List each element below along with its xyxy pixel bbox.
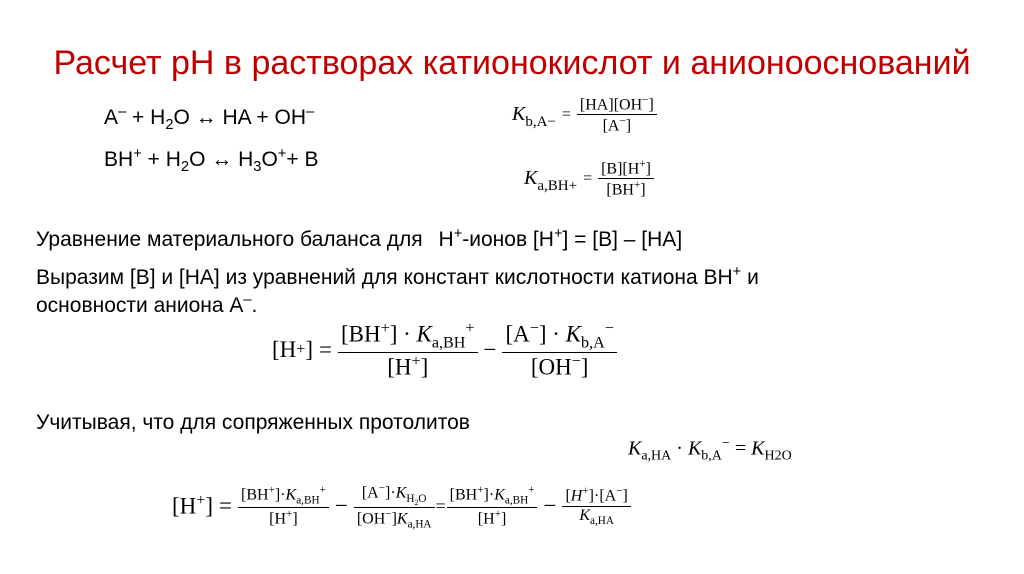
term: ]·[A (588, 487, 617, 505)
numerator (598, 158, 654, 178)
subscript: 2 (180, 159, 190, 176)
term: [A (505, 321, 530, 347)
charge: – (118, 104, 127, 120)
term: ] (205, 493, 214, 519)
kb-constant-formula (512, 94, 657, 136)
balance-line (36, 226, 682, 252)
subscript: a,BH (431, 334, 466, 352)
charge: + (528, 484, 535, 497)
term: [BH (449, 486, 478, 504)
term: [A (602, 117, 620, 135)
charge: + (494, 507, 501, 520)
numerator (502, 320, 616, 352)
k-symbol: K (751, 437, 765, 460)
charge: + (633, 179, 641, 192)
reaction-term: H (150, 106, 166, 129)
term: [OH (530, 354, 572, 380)
equals-sign: = (561, 105, 571, 123)
subscript: a,BH (504, 494, 529, 507)
reaction-term: H (238, 148, 254, 171)
minus-sign: − (334, 493, 348, 519)
term: [H (477, 510, 495, 528)
numerator (577, 94, 657, 114)
reaction-term: O (173, 106, 190, 129)
reaction-cation-hydrolysis (104, 146, 318, 175)
subscript: b,A (581, 334, 605, 352)
term: ] (640, 181, 646, 199)
term: [HA][OH (579, 96, 643, 114)
term: ] (391, 510, 397, 528)
charge: − (385, 507, 392, 520)
term: [H (269, 510, 287, 528)
term: ] (305, 337, 314, 363)
equals-sign: = (583, 169, 593, 187)
charge: − (616, 485, 623, 498)
k-symbol: K (565, 321, 582, 347)
minus-sign: − (483, 337, 497, 363)
reaction-term: B (304, 148, 319, 171)
charge: + (296, 341, 306, 359)
subscript: 2 (165, 117, 174, 134)
reaction-term: A (104, 106, 119, 129)
conjugate-relation (628, 436, 792, 465)
ka-constant-formula (524, 158, 654, 200)
fraction-2 (502, 320, 616, 381)
equilibrium-arrow-icon: ↔ (211, 148, 233, 171)
term: ]· (274, 486, 286, 504)
reaction-anion-hydrolysis (104, 104, 314, 133)
denominator (600, 115, 635, 135)
subscript: b,A (701, 448, 722, 464)
charge: + (380, 320, 390, 337)
denominator (603, 179, 648, 199)
balance-term: H (438, 228, 454, 251)
fraction-1 (238, 484, 329, 528)
charge: + (639, 158, 646, 170)
reaction-term: BH (104, 148, 134, 171)
term: O (418, 492, 427, 505)
subscript: a,HA (407, 518, 432, 531)
final-equation (172, 482, 631, 530)
subscript: a,BH+ (537, 178, 578, 195)
reaction-term: H (165, 148, 181, 171)
numerator (238, 484, 329, 507)
charge: + (453, 226, 463, 242)
charge: − (604, 320, 614, 337)
minus-sign: − (543, 493, 557, 519)
equals-sign: = (435, 495, 446, 516)
term: [ (565, 487, 571, 505)
term: [B][H (601, 160, 640, 178)
charge: + (582, 485, 589, 498)
page-title: Расчет рН в растворах катионокислот и анионооснований (53, 44, 971, 82)
reaction-term: HA (222, 106, 251, 129)
balance-term: -ионов [H (462, 228, 554, 251)
k-symbol: K (687, 437, 702, 460)
charge: − (619, 115, 626, 128)
charge: + (477, 484, 484, 497)
subscript (406, 493, 426, 505)
reaction-term: O (261, 148, 278, 171)
plus-sign: + (286, 148, 299, 171)
k-symbol: K (579, 506, 591, 524)
term: ] · (389, 321, 411, 347)
k-symbol: K (285, 486, 297, 504)
charge: + (268, 484, 275, 497)
charge: + (133, 146, 142, 162)
denominator (475, 508, 510, 528)
charge: + (465, 320, 475, 337)
numerator (562, 485, 630, 505)
text-segment: Выразим [B] и [HA] из уравнений для констант кислотности катиона BH (36, 266, 733, 289)
ka-fraction (598, 158, 654, 200)
equals-sign: = (219, 493, 233, 519)
text-segment: Учитывая, что для сопряженных протолитов (36, 411, 470, 434)
subscript: a,HA (641, 448, 672, 464)
term: ]· (483, 486, 495, 504)
charge: – (305, 104, 315, 120)
kb-fraction (577, 94, 657, 136)
charge: + (286, 507, 293, 520)
charge: − (642, 94, 649, 106)
numerator (447, 484, 538, 507)
charge: − (571, 353, 581, 371)
express-line-2 (36, 292, 257, 318)
main-equation (272, 320, 617, 381)
express-line-1 (36, 264, 759, 290)
numerator (338, 320, 477, 352)
numerator (359, 482, 430, 507)
text-segment: . (251, 294, 258, 317)
term: ] (420, 354, 429, 380)
subscript: a,BH (296, 494, 320, 507)
considering-line (36, 411, 470, 435)
term: ]· (385, 484, 396, 502)
term: H (406, 492, 415, 505)
term: [BH (241, 486, 269, 504)
k-symbol: K (416, 321, 432, 347)
charge: − (721, 436, 730, 451)
reaction-term: OH (274, 106, 306, 129)
fraction-4 (562, 485, 630, 527)
term: [A (361, 484, 379, 502)
term: ] · (538, 321, 560, 347)
denominator (384, 353, 431, 381)
denominator (266, 508, 301, 528)
k-symbol: K (395, 484, 407, 502)
k-symbol: K (494, 486, 505, 504)
term: ] (501, 510, 507, 528)
fraction-2 (354, 482, 435, 530)
fraction-3 (447, 484, 538, 528)
term: ] (292, 510, 298, 528)
term: [BH (606, 181, 634, 199)
charge: − (529, 320, 539, 337)
equals-sign: = (319, 337, 333, 363)
charge: + (319, 484, 326, 497)
balance-label: Уравнение материального баланса для (36, 228, 423, 251)
equilibrium-arrow-icon: ↔ (195, 106, 217, 129)
charge: + (277, 146, 287, 162)
k-symbol: K (628, 437, 642, 460)
charge: + (553, 226, 563, 242)
charge: + (196, 492, 206, 510)
denominator (528, 353, 592, 381)
term: ] (625, 117, 632, 135)
lhs (172, 492, 213, 520)
text-segment: основности аниона A (36, 294, 244, 317)
charge: + (411, 353, 421, 371)
term: ] (645, 160, 651, 178)
k-symbol: K (396, 510, 408, 528)
subscript: 3 (253, 159, 262, 176)
term: [H (272, 337, 297, 363)
charge: − (378, 482, 386, 494)
term: ] (622, 487, 628, 505)
charge: + (732, 264, 742, 280)
term: ] (580, 354, 589, 380)
plus-sign: + (132, 106, 145, 129)
term: ] (648, 96, 654, 114)
plus-sign: + (147, 148, 160, 171)
term: [OH (356, 510, 386, 528)
equals-sign: = (734, 437, 747, 460)
denominator (576, 507, 617, 527)
subscript: 2 (414, 497, 419, 507)
charge: – (243, 292, 252, 308)
term: [H (172, 493, 197, 519)
term: H (570, 487, 583, 505)
term: [H (387, 354, 412, 380)
k-symbol: K (524, 167, 538, 190)
subscript: b,A− (525, 114, 556, 131)
text-segment: и (741, 266, 759, 289)
dot-operator: · (676, 437, 683, 460)
balance-term: ] = [B] – [HA] (562, 228, 683, 251)
reaction-term: O (189, 148, 206, 171)
term: [BH (341, 321, 381, 347)
plus-sign: + (256, 106, 269, 129)
subscript: H2O (764, 448, 792, 464)
subscript: a,HA (590, 514, 614, 527)
fraction-1 (338, 320, 477, 381)
k-symbol: K (512, 103, 526, 126)
denominator (354, 508, 435, 531)
